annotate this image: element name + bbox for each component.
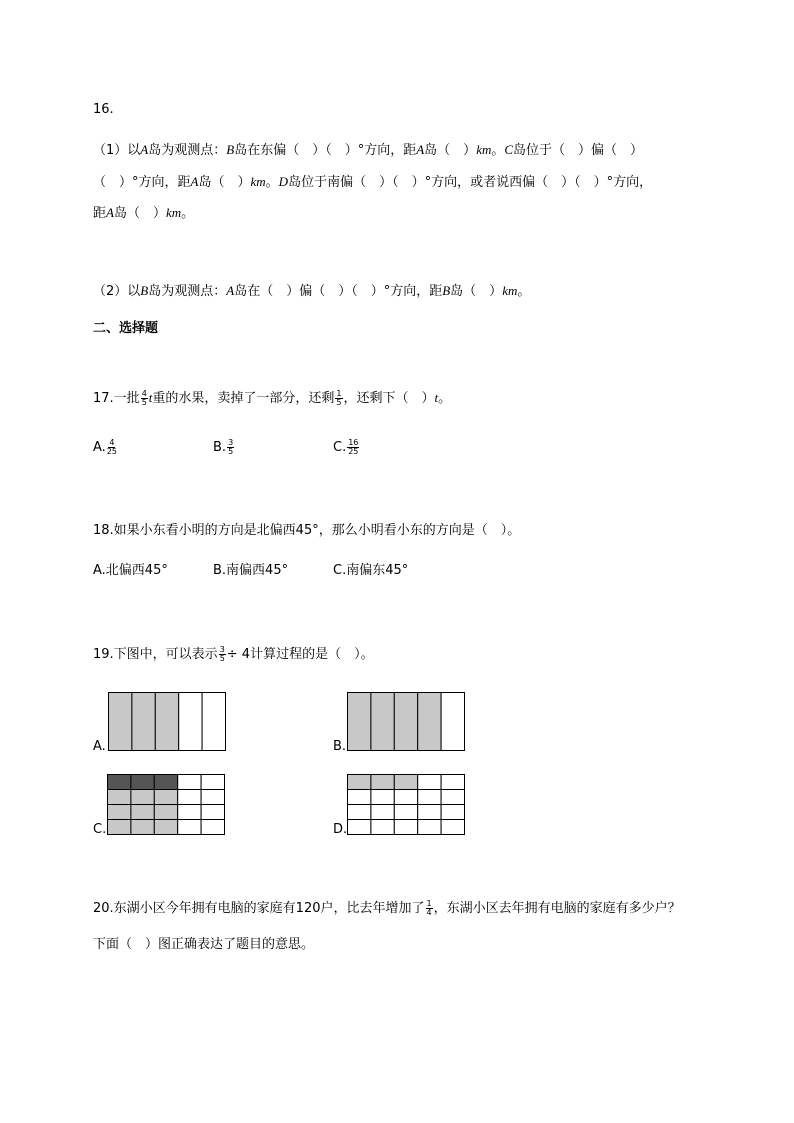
var-a: A: [140, 142, 149, 157]
q18-text: 18.如果小东看小明的方向是北偏西45°，那么小明看小东的方向是（ ）。: [93, 523, 521, 538]
cell-empty: [441, 805, 464, 820]
unit-t: t: [148, 390, 153, 405]
text: （2）以: [93, 284, 141, 299]
q16-number: 16.: [93, 102, 114, 117]
text: （ ）°方向，距: [93, 175, 191, 190]
text: 岛为观测点：: [148, 284, 227, 299]
strip-shaded: [155, 693, 178, 751]
strip-shaded: [394, 693, 417, 751]
text: 距: [93, 206, 107, 221]
q19-option-d-label[interactable]: D.: [333, 822, 348, 837]
numerator: 3: [219, 645, 225, 654]
cell-empty: [201, 775, 224, 790]
q16-part1-line1: [93, 141, 643, 160]
q17-option-b[interactable]: [213, 436, 235, 460]
cell-empty: [441, 775, 464, 790]
strip-shaded: [132, 693, 155, 751]
cell-shaded: [131, 805, 154, 820]
strip-shaded: [418, 693, 441, 751]
cell-shaded: [348, 775, 371, 790]
cell-empty: [178, 775, 201, 790]
text: 。: [181, 206, 195, 221]
cell-dark: [131, 775, 154, 790]
fraction: [227, 439, 234, 456]
text: 。: [438, 391, 452, 406]
cell-empty: [418, 820, 441, 835]
text: 。: [265, 175, 279, 190]
numerator: 16: [348, 438, 359, 447]
q19-option-a-label[interactable]: A.: [93, 739, 106, 754]
denominator: 25: [106, 447, 117, 456]
section-heading: 二、选择题: [93, 321, 159, 336]
var-b: B: [226, 142, 235, 157]
text: 。: [517, 284, 531, 299]
text: ，还剩下（ ）: [343, 391, 435, 406]
denominator: 5: [141, 398, 147, 407]
var-a: A: [106, 205, 114, 220]
denominator: 5: [336, 398, 342, 407]
unit-km: km: [165, 205, 182, 220]
cell-empty: [441, 820, 464, 835]
q18-option-c[interactable]: C.南偏东45°: [333, 563, 409, 578]
strip-shaded: [109, 693, 132, 751]
unit-km: km: [476, 142, 492, 157]
var-a: A: [226, 283, 235, 298]
q17-option-a[interactable]: [93, 436, 118, 460]
cell-empty: [201, 790, 224, 805]
cell-empty: [394, 790, 417, 805]
var-d: D: [278, 174, 289, 189]
q18-option-b[interactable]: B.南偏西45°: [213, 563, 289, 578]
cell-empty: [178, 820, 201, 835]
text: （1）以: [93, 143, 141, 158]
cell-shaded: [154, 820, 177, 835]
numerator: 3: [228, 438, 234, 447]
cell-empty: [394, 820, 417, 835]
denominator: 5: [228, 447, 234, 456]
q19-figure-a[interactable]: [108, 692, 228, 752]
q16-part1-line2: [93, 173, 652, 192]
strip-empty: [202, 693, 225, 751]
q19-figure-d[interactable]: [347, 774, 467, 836]
fraction: [219, 646, 226, 663]
var-a: A: [190, 174, 199, 189]
strip-empty: [441, 693, 464, 751]
text: 岛（ ）: [113, 206, 166, 221]
cell-empty: [371, 820, 394, 835]
q17-option-c[interactable]: [333, 436, 360, 460]
cell-empty: [201, 820, 224, 835]
cell-empty: [371, 805, 394, 820]
text: 岛位于南偏（ ）（ ）°方向，或者说西偏（ ）（ ）°方向，: [288, 175, 653, 190]
cell-empty: [348, 790, 371, 805]
q18-option-a[interactable]: A.北偏西45°: [93, 563, 168, 578]
q19-option-b-label[interactable]: B.: [333, 739, 347, 754]
var-c: C: [504, 142, 514, 157]
text: 。: [491, 143, 505, 158]
denominator: 5: [219, 654, 225, 663]
q19-figure-c[interactable]: [107, 774, 227, 836]
text: ，东湖小区去年拥有电脑的家庭有多少户？: [433, 901, 681, 916]
cell-shaded: [131, 790, 154, 805]
option-label: C.: [333, 440, 347, 455]
cell-empty: [178, 805, 201, 820]
strip-empty: [179, 693, 202, 751]
cell-empty: [201, 805, 224, 820]
cell-empty: [178, 790, 201, 805]
cell-shaded: [394, 775, 417, 790]
text: 岛（ ）: [198, 175, 251, 190]
q20-text-line2: 下面（ ）图正确表达了题目的意思。: [93, 937, 315, 952]
cell-empty: [441, 790, 464, 805]
fraction: [141, 390, 148, 407]
numerator: 4: [141, 389, 147, 398]
q20-text-line1: [93, 897, 681, 921]
var-b: B: [442, 283, 451, 298]
fraction: [347, 439, 359, 456]
cell-shaded: [154, 805, 177, 820]
var-a: A: [416, 142, 425, 157]
strip-shaded: [348, 693, 371, 751]
q17-text: [93, 386, 451, 411]
text: 岛在东偏（ ）（ ）°方向，距: [234, 143, 417, 158]
numerator: 4: [109, 438, 115, 447]
numerator: 1: [336, 389, 342, 398]
denominator: 4: [426, 908, 432, 917]
fraction: [107, 439, 117, 456]
q16-part1-line3: [93, 204, 194, 223]
cell-shaded: [108, 790, 131, 805]
cell-empty: [418, 805, 441, 820]
unit-km: km: [502, 283, 518, 298]
text: 岛（ ）: [424, 143, 477, 158]
cell-shaded: [108, 805, 131, 820]
text: 岛在（ ）偏（ ）（ ）°方向，距: [234, 284, 443, 299]
q19-option-c-label[interactable]: C.: [93, 822, 107, 837]
cell-shaded: [108, 820, 131, 835]
text: ÷ 4计算过程的是（ ）。: [226, 647, 374, 662]
text: 重的水果，卖掉了一部分，还剩: [152, 391, 335, 406]
strip-shaded: [371, 693, 394, 751]
option-label: A.: [93, 440, 106, 455]
unit-km: km: [250, 174, 266, 189]
unit-t: t: [434, 390, 439, 405]
text: 19.下图中，可以表示: [93, 647, 218, 662]
cell-empty: [371, 790, 394, 805]
cell-shaded: [371, 775, 394, 790]
text: 岛（ ）: [450, 284, 503, 299]
cell-empty: [418, 775, 441, 790]
var-b: B: [140, 283, 149, 298]
denominator: 25: [348, 447, 359, 456]
q19-text: [93, 643, 374, 667]
cell-shaded: [131, 820, 154, 835]
text: 20.东湖小区今年拥有电脑的家庭有120户，比去年增加了: [93, 901, 425, 916]
cell-empty: [348, 805, 371, 820]
text: 17.一批: [93, 391, 140, 406]
fraction: [426, 900, 433, 917]
cell-shaded: [154, 790, 177, 805]
option-label: B.: [213, 440, 227, 455]
q19-figure-b[interactable]: [347, 692, 467, 752]
q16-part2: [93, 282, 530, 301]
text: 岛为观测点：: [148, 143, 227, 158]
cell-dark: [154, 775, 177, 790]
cell-empty: [394, 805, 417, 820]
fraction: [335, 390, 342, 407]
cell-dark: [108, 775, 131, 790]
text: 岛位于（ ）偏（ ）: [513, 143, 644, 158]
numerator: 1: [426, 899, 432, 908]
cell-empty: [348, 820, 371, 835]
cell-empty: [418, 790, 441, 805]
